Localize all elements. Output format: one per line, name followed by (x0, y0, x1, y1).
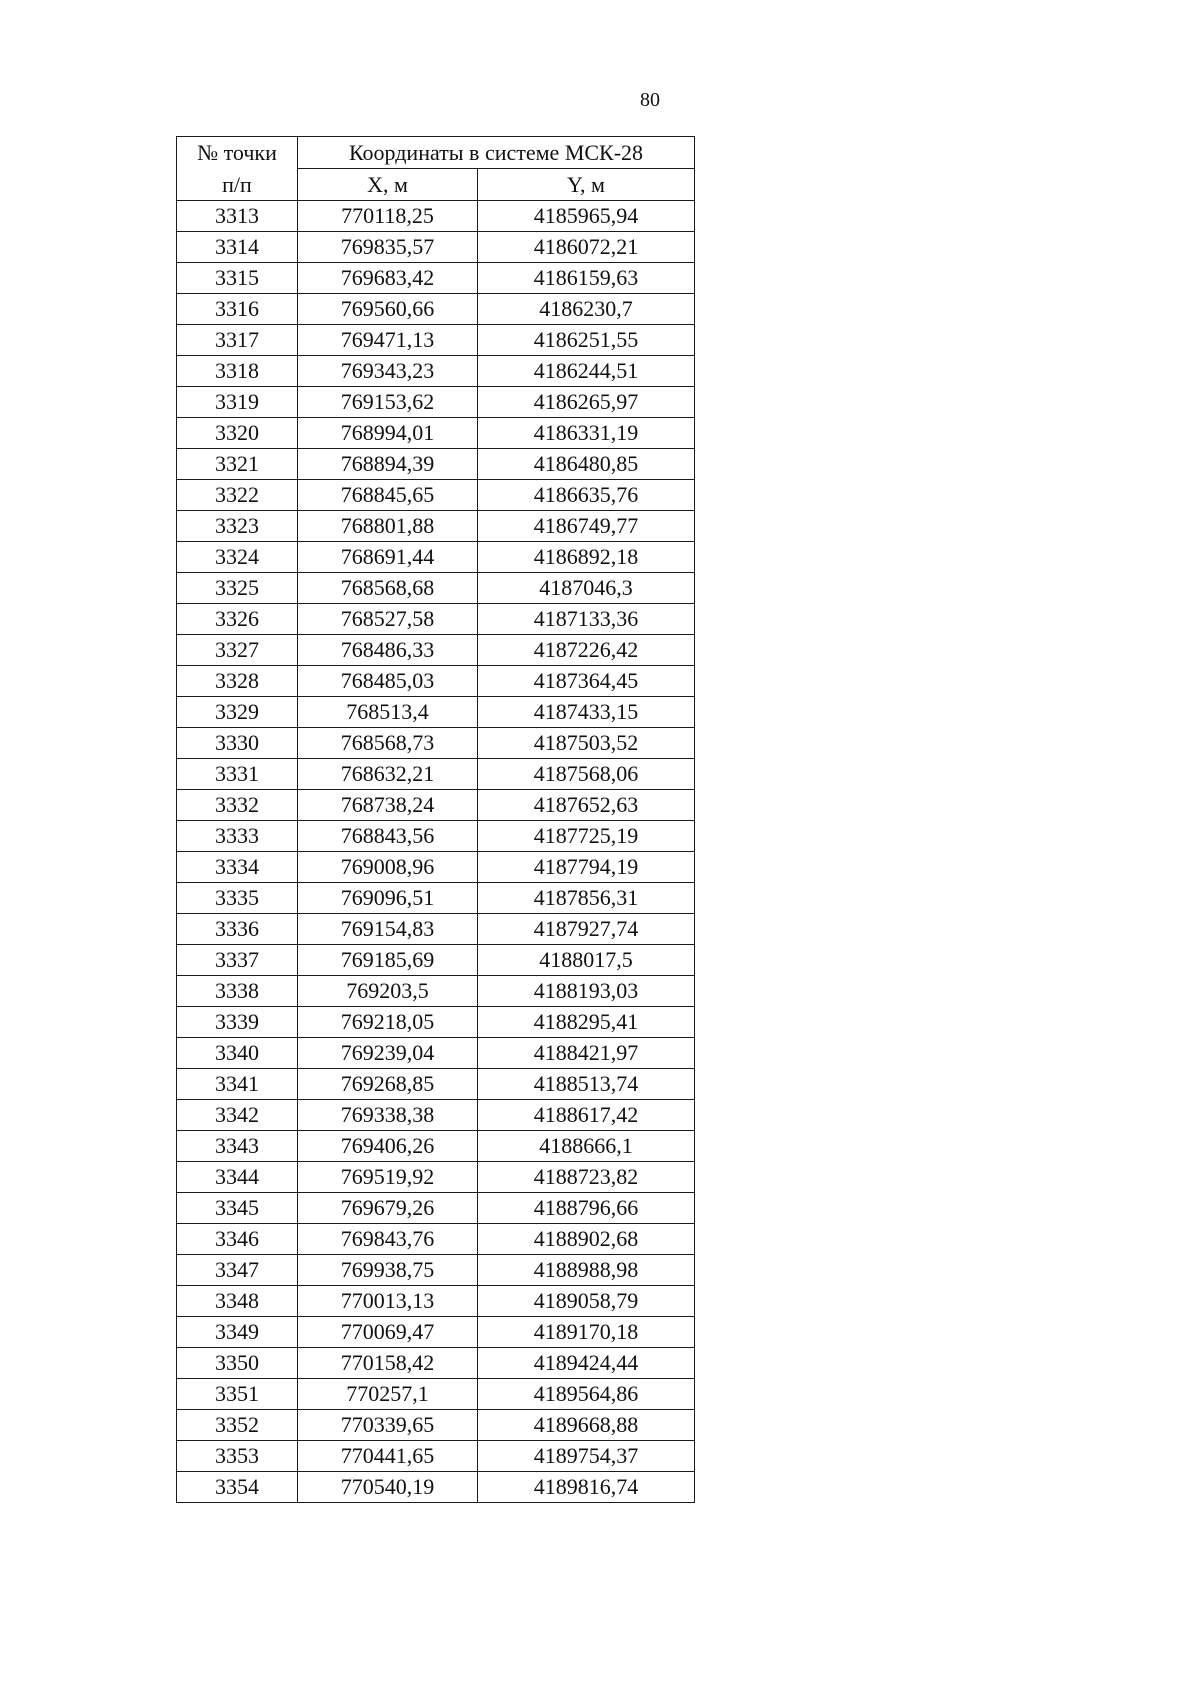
cell-x: 770540,19 (298, 1472, 478, 1503)
cell-y: 4187133,36 (478, 604, 695, 635)
cell-point-number: 3346 (177, 1224, 298, 1255)
cell-x: 768568,68 (298, 573, 478, 604)
header-point-number (177, 137, 298, 201)
cell-x: 768527,58 (298, 604, 478, 635)
cell-point-number: 3334 (177, 852, 298, 883)
table-row (177, 387, 695, 418)
cell-point-number: 3318 (177, 356, 298, 387)
cell-y: 4187503,52 (478, 728, 695, 759)
cell-x: 769153,62 (298, 387, 478, 418)
table-row (177, 201, 695, 232)
cell-y: 4186331,19 (478, 418, 695, 449)
cell-x: 769096,51 (298, 883, 478, 914)
cell-x: 769268,85 (298, 1069, 478, 1100)
cell-x: 769338,38 (298, 1100, 478, 1131)
cell-point-number: 3339 (177, 1007, 298, 1038)
cell-point-number: 3350 (177, 1348, 298, 1379)
cell-x: 769938,75 (298, 1255, 478, 1286)
cell-point-number: 3349 (177, 1317, 298, 1348)
cell-point-number: 3326 (177, 604, 298, 635)
cell-point-number: 3347 (177, 1255, 298, 1286)
table-row (177, 852, 695, 883)
cell-x: 770158,42 (298, 1348, 478, 1379)
cell-x: 770257,1 (298, 1379, 478, 1410)
table-row (177, 1317, 695, 1348)
cell-x: 768738,24 (298, 790, 478, 821)
header-x: X, м (298, 169, 478, 201)
table-row (177, 728, 695, 759)
cell-y: 4186244,51 (478, 356, 695, 387)
cell-point-number: 3351 (177, 1379, 298, 1410)
cell-y: 4189170,18 (478, 1317, 695, 1348)
table-row (177, 356, 695, 387)
cell-x: 769519,92 (298, 1162, 478, 1193)
cell-point-number: 3323 (177, 511, 298, 542)
cell-point-number: 3341 (177, 1069, 298, 1100)
cell-y: 4189754,37 (478, 1441, 695, 1472)
cell-point-number: 3345 (177, 1193, 298, 1224)
cell-point-number: 3317 (177, 325, 298, 356)
cell-x: 768513,4 (298, 697, 478, 728)
cell-y: 4187725,19 (478, 821, 695, 852)
cell-y: 4185965,94 (478, 201, 695, 232)
cell-y: 4187856,31 (478, 883, 695, 914)
cell-point-number: 3327 (177, 635, 298, 666)
cell-y: 4187927,74 (478, 914, 695, 945)
cell-point-number: 3313 (177, 201, 298, 232)
page-number: 80 (640, 89, 660, 111)
cell-x: 768568,73 (298, 728, 478, 759)
table-row (177, 1038, 695, 1069)
cell-y: 4186072,21 (478, 232, 695, 263)
table-row (177, 294, 695, 325)
cell-point-number: 3353 (177, 1441, 298, 1472)
table-row (177, 1224, 695, 1255)
table-row (177, 604, 695, 635)
cell-x: 769008,96 (298, 852, 478, 883)
cell-point-number: 3316 (177, 294, 298, 325)
cell-y: 4186480,85 (478, 449, 695, 480)
cell-x: 768843,56 (298, 821, 478, 852)
cell-point-number: 3321 (177, 449, 298, 480)
cell-x: 768486,33 (298, 635, 478, 666)
cell-y: 4188193,03 (478, 976, 695, 1007)
table-row (177, 232, 695, 263)
cell-y: 4188723,82 (478, 1162, 695, 1193)
coordinates-table (176, 136, 695, 1503)
cell-x: 769843,76 (298, 1224, 478, 1255)
cell-y: 4187652,63 (478, 790, 695, 821)
cell-y: 4187794,19 (478, 852, 695, 883)
cell-x: 768994,01 (298, 418, 478, 449)
cell-y: 4186265,97 (478, 387, 695, 418)
cell-point-number: 3343 (177, 1131, 298, 1162)
table-row (177, 697, 695, 728)
cell-y: 4188666,1 (478, 1131, 695, 1162)
cell-point-number: 3338 (177, 976, 298, 1007)
cell-x: 769406,26 (298, 1131, 478, 1162)
table-row (177, 1069, 695, 1100)
cell-y: 4189668,88 (478, 1410, 695, 1441)
cell-point-number: 3332 (177, 790, 298, 821)
cell-x: 769343,23 (298, 356, 478, 387)
cell-x: 769835,57 (298, 232, 478, 263)
cell-y: 4188796,66 (478, 1193, 695, 1224)
table-row (177, 1472, 695, 1503)
table-row (177, 418, 695, 449)
cell-point-number: 3348 (177, 1286, 298, 1317)
cell-x: 770339,65 (298, 1410, 478, 1441)
header-point-number-line1: № точки (197, 139, 277, 165)
cell-y: 4188513,74 (478, 1069, 695, 1100)
cell-point-number: 3319 (177, 387, 298, 418)
cell-point-number: 3340 (177, 1038, 298, 1069)
cell-y: 4188902,68 (478, 1224, 695, 1255)
cell-x: 770013,13 (298, 1286, 478, 1317)
cell-point-number: 3329 (177, 697, 298, 728)
cell-x: 770118,25 (298, 201, 478, 232)
cell-y: 4189564,86 (478, 1379, 695, 1410)
table-row (177, 511, 695, 542)
cell-x: 769683,42 (298, 263, 478, 294)
coordinates-table-body (177, 137, 695, 1503)
cell-point-number: 3314 (177, 232, 298, 263)
cell-y: 4186749,77 (478, 511, 695, 542)
cell-x: 768845,65 (298, 480, 478, 511)
cell-point-number: 3342 (177, 1100, 298, 1131)
table-row (177, 1348, 695, 1379)
cell-x: 769679,26 (298, 1193, 478, 1224)
table-row (177, 1441, 695, 1472)
table-row (177, 635, 695, 666)
cell-point-number: 3354 (177, 1472, 298, 1503)
cell-point-number: 3335 (177, 883, 298, 914)
cell-y: 4186230,7 (478, 294, 695, 325)
cell-y: 4186892,18 (478, 542, 695, 573)
cell-y: 4188988,98 (478, 1255, 695, 1286)
table-row (177, 480, 695, 511)
table-row (177, 883, 695, 914)
table-row (177, 666, 695, 697)
table-row (177, 1410, 695, 1441)
cell-point-number: 3344 (177, 1162, 298, 1193)
table-row (177, 821, 695, 852)
table-row (177, 759, 695, 790)
cell-x: 769185,69 (298, 945, 478, 976)
cell-x: 769218,05 (298, 1007, 478, 1038)
cell-x: 768801,88 (298, 511, 478, 542)
cell-y: 4188017,5 (478, 945, 695, 976)
cell-x: 768485,03 (298, 666, 478, 697)
cell-y: 4188617,42 (478, 1100, 695, 1131)
cell-point-number: 3352 (177, 1410, 298, 1441)
cell-x: 769154,83 (298, 914, 478, 945)
cell-y: 4189058,79 (478, 1286, 695, 1317)
cell-y: 4186251,55 (478, 325, 695, 356)
table-header-row-1 (177, 137, 695, 169)
table-row (177, 976, 695, 1007)
cell-x: 768691,44 (298, 542, 478, 573)
cell-y: 4189816,74 (478, 1472, 695, 1503)
header-y: Y, м (478, 169, 695, 201)
cell-point-number: 3325 (177, 573, 298, 604)
table-row (177, 263, 695, 294)
cell-x: 768632,21 (298, 759, 478, 790)
cell-point-number: 3328 (177, 666, 298, 697)
table-row (177, 449, 695, 480)
cell-y: 4186159,63 (478, 263, 695, 294)
table-row (177, 945, 695, 976)
table-row (177, 1162, 695, 1193)
cell-x: 769471,13 (298, 325, 478, 356)
cell-point-number: 3320 (177, 418, 298, 449)
cell-x: 768894,39 (298, 449, 478, 480)
table-row (177, 1379, 695, 1410)
table-row (177, 790, 695, 821)
table-row (177, 1286, 695, 1317)
table-row (177, 1100, 695, 1131)
cell-y: 4187046,3 (478, 573, 695, 604)
cell-point-number: 3324 (177, 542, 298, 573)
header-point-number-line2: п/п (222, 171, 252, 197)
cell-y: 4187433,15 (478, 697, 695, 728)
cell-point-number: 3322 (177, 480, 298, 511)
table-row (177, 1255, 695, 1286)
cell-y: 4189424,44 (478, 1348, 695, 1379)
cell-x: 769203,5 (298, 976, 478, 1007)
table-row (177, 542, 695, 573)
table-row (177, 325, 695, 356)
cell-x: 769239,04 (298, 1038, 478, 1069)
cell-point-number: 3337 (177, 945, 298, 976)
cell-y: 4188421,97 (478, 1038, 695, 1069)
cell-point-number: 3333 (177, 821, 298, 852)
cell-point-number: 3336 (177, 914, 298, 945)
cell-point-number: 3330 (177, 728, 298, 759)
cell-point-number: 3315 (177, 263, 298, 294)
cell-y: 4187568,06 (478, 759, 695, 790)
cell-y: 4187226,42 (478, 635, 695, 666)
table-row (177, 1131, 695, 1162)
cell-y: 4188295,41 (478, 1007, 695, 1038)
cell-x: 770069,47 (298, 1317, 478, 1348)
header-coordinates-group: Координаты в системе МСК-28 (298, 137, 695, 169)
table-row (177, 1193, 695, 1224)
cell-point-number: 3331 (177, 759, 298, 790)
table-row (177, 1007, 695, 1038)
table-row (177, 573, 695, 604)
cell-x: 769560,66 (298, 294, 478, 325)
cell-x: 770441,65 (298, 1441, 478, 1472)
cell-y: 4187364,45 (478, 666, 695, 697)
table-row (177, 914, 695, 945)
cell-y: 4186635,76 (478, 480, 695, 511)
